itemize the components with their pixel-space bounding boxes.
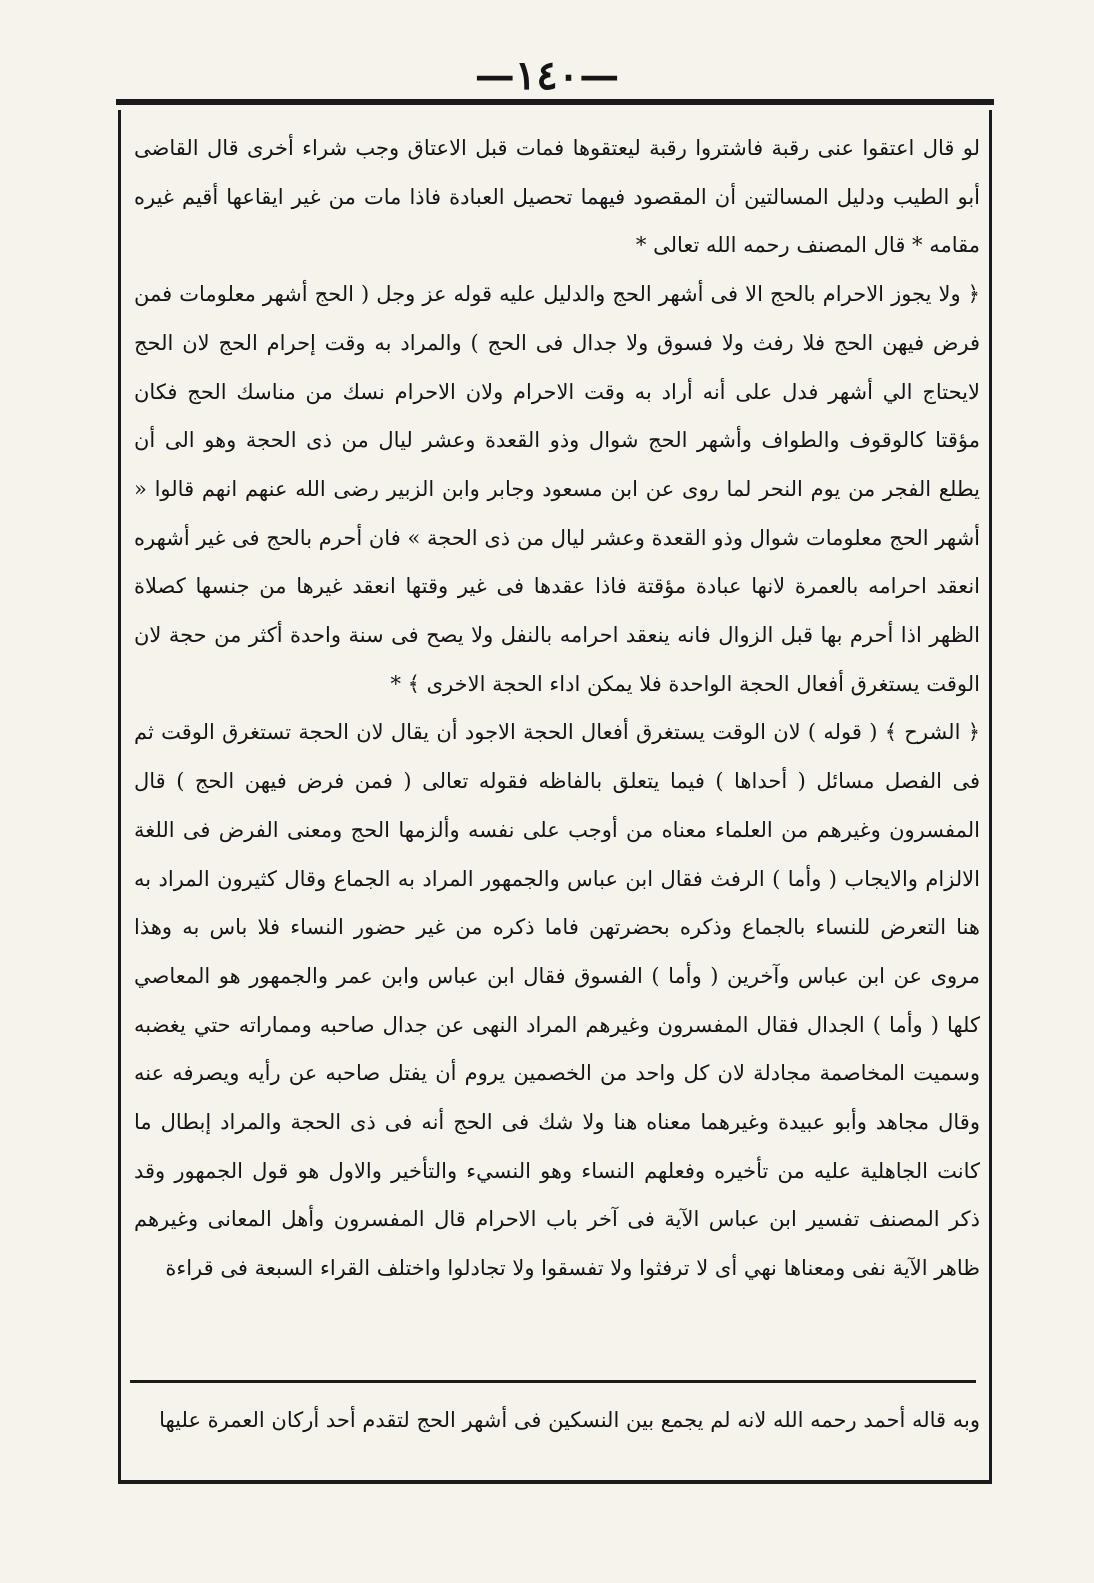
paragraph: ﴿ ولا يجوز الاحرام بالحج الا فى أشهر الحج والدليل عليه قوله عز وجل ( الحج أشهر معلومات فمن فرض فيهن الحج فلا رفث ولا فسوق ولا جدال فى الحج ) والمراد به وقت إحرام الحج لان الحج لايحتاج الي أشهر فدل على أنه أراد به وقت الاحرام ولان الاحرام نسك من مناسك الحج فكان مؤقتا كالوقوف والطواف وأشهر الحج شوال وذو القعدة وعشر ليال من ذى الحجة وهو الى أن يطلع الفجر من يوم النحر لما روى عن ابن مسعود وجابر وابن الزبير رضى الله عنهم انهم قالوا « أشهر الحج معلومات شوال وذو القعدة وعشر ليال من ذى الحجة » فان أحرم بالحج فى غير أشهره انعقد احرامه بالعمرة لانها عبادة مؤقتة فاذا عقدها فى غير وقتها انعقد غيرها من جنسها كصلاة الظهر اذا أحرم بها قبل الزوال فانه ينعقد احرامه بالنفل ولا يصح فى سنة واحدة أكثر من حجة لان الوقت يستغرق أفعال الحجة الواحدة فلا يمكن اداء الحجة الاخرى ﴾ * <box>134 282 980 696</box>
page-number: —١٤٠— <box>474 52 620 99</box>
paragraph: لو قال اعتقوا عنى رقبة فاشتروا رقبة ليعتقوها فمات قبل الاعتاق وجب شراء أخرى قال القاضى أبو الطيب ودليل المسالتين أن المقصود فيهما تحصيل العبادة فاذا مات من غير ايقاعها أقيم غيره مقامه * قال المصنف رحمه الله تعالى * <box>134 136 980 258</box>
footnote: وبه قاله أحمد رحمه الله لانه لم يجمع بين النسكين فى أشهر الحج لتقدم أحد أركان العمرة عليها <box>159 1408 980 1432</box>
paragraph: ﴿ الشرح ﴾ ( قوله ) لان الوقت يستغرق أفعال الحجة الاجود أن يقال لان الحجة تستغرق الوقت ثم فى الفصل مسائل ( أحداها ) فيما يتعلق بالفاظه فقوله تعالى ( فمن فرض فيهن الحج ) قال المفسرون وغيرهم من العلماء معناه من أوجب على نفسه وألزمها الحج ومعنى الفرض فى اللغة الالزام والايجاب ( وأما ) الرفث فقال ابن عباس والجمهور المراد به الجماع وقال كثيرون المراد به هنا التعرض للنساء بالجماع وذكره بحضرتهن فاما ذكره من غير حضور النساء فلا باس به وهذا مروى عن ابن عباس وآخرين ( وأما ) الفسوق فقال ابن عباس وابن عمر والجمهور هو المعاصي كلها ( وأما ) الجدال فقال المفسرون وغيرهم المراد النهى عن جدال صاحبه ومماراته حتي يغضبه وسميت المخاصمة مجادلة لان كل واحد من الخصمين يروم أن يفتل صاحبه عن رأيه ويصرفه عنه وقال مجاهد وأبو عبيدة وغيرهما معناه هنا ولا شك فى الحج أنه فى ذى الحجة والمراد إبطال ما كانت الجاهلية عليه من تأخيره وفعلهم النساء وهو النسيء والتأخير والاول هو قول الجمهور وقد ذكر المصنف تفسير ابن عباس الآية فى آخر باب الاحرام قال المفسرون وأهل المعانى وغيرهم ظاهر الآية نفى ومعناها نهي أى لا ترفثوا ولا تفسقوا ولا تجادلوا واختلف القراء السبعة فى قراءة <box>134 720 980 1281</box>
footnote-separator <box>130 1380 976 1383</box>
top-double-rule <box>116 99 994 105</box>
main-text <box>134 124 980 1293</box>
